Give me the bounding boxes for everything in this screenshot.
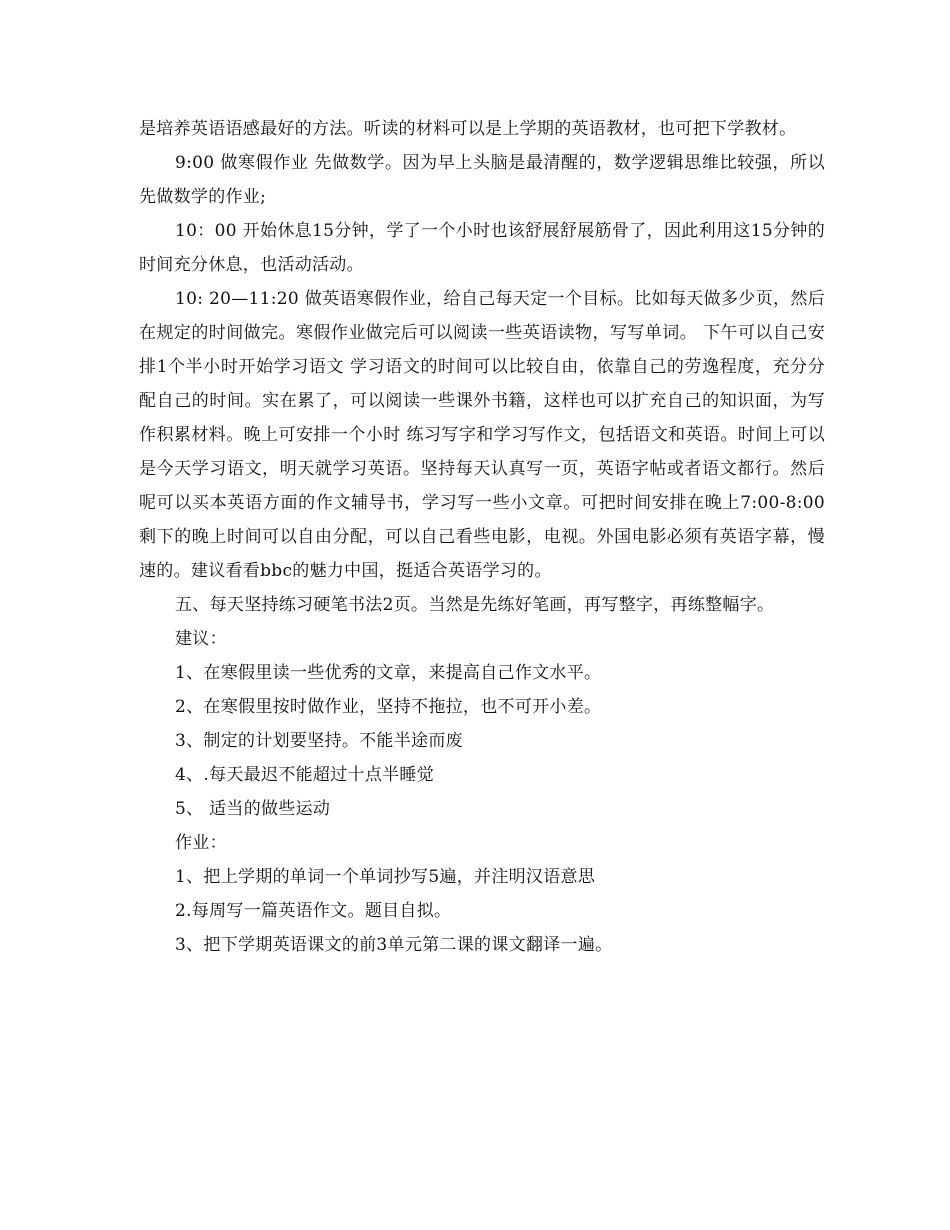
suggestion-item: 2、在寒假里按时做作业，坚持不拖拉，也不可开小差。	[175, 697, 602, 717]
suggestion-item: 1、在寒假里读一些优秀的文章，来提高自己作文水平。	[175, 663, 602, 683]
calligraphy-line: 五、每天坚持练习硬笔书法2页。当然是先练好笔画，再写整字，再练整幅字。	[175, 595, 775, 615]
homework-item: 3、把下学期英语课文的前3单元第二课的课文翻译一遍。	[175, 935, 613, 955]
homework-heading: 作业：	[175, 833, 227, 853]
document-body	[139, 112, 825, 962]
paragraph-continuation: 是培养英语语感最好的方法。听读的材料可以是上学期的英语教材，也可把下学教材。	[139, 119, 797, 139]
homework-item: 1、把上学期的单词一个单词抄写5遍，并注明汉语意思	[175, 867, 596, 887]
homework-item: 2.每周写一篇英语作文。题目自拟。	[175, 901, 452, 921]
suggestion-item: 4、.每天最迟不能超过十点半睡觉	[175, 765, 435, 785]
suggestion-item: 5、 适当的做些运动	[175, 799, 331, 819]
paragraph-math-homework: 9:00 做寒假作业 先做数学。因为早上头脑是最清醒的，数学逻辑思维比较强，所以先做数学的作业;	[139, 153, 825, 207]
paragraph-english-homework: 10: 20—11:20 做英语寒假作业，给自己每天定一个目标。比如每天做多少页，然后在规定的时间做完。寒假作业做完后可以阅读一些英语读物，写写单词。 下午可以自己安排1个半小时开始学习语文 学习语文的时间可以比较自由，依靠自己的劳逸程度，充分分配自己的时间。实在累了，可以阅读一些课外书籍，这样也可以扩充自己的知识面，为写作积累材料。晚上可安排一个小时 练习写字和学习写作文，包括语文和英语。时间上可以是今天学习语文，明天就学习英语。坚持每天认真写一页，英语字帖或者语文都行。然后呢可以买本英语方面的作文辅导书，学习写一些小文章。可把时间安排在晚上7:00-8:00剩下的晚上时间可以自由分配，可以自己看些电影，电视。外国电影必须有英语字幕，慢速的。建议看看bbc的魅力中国，挺适合英语学习的。	[139, 289, 825, 581]
suggestions-heading: 建议：	[175, 629, 227, 649]
paragraph-rest-break: 10：00 开始休息15分钟，学了一个小时也该舒展舒展筋骨了，因此利用这15分钟的时间充分休息，也活动活动。	[139, 221, 825, 275]
suggestion-item: 3、制定的计划要坚持。不能半途而废	[175, 731, 463, 751]
